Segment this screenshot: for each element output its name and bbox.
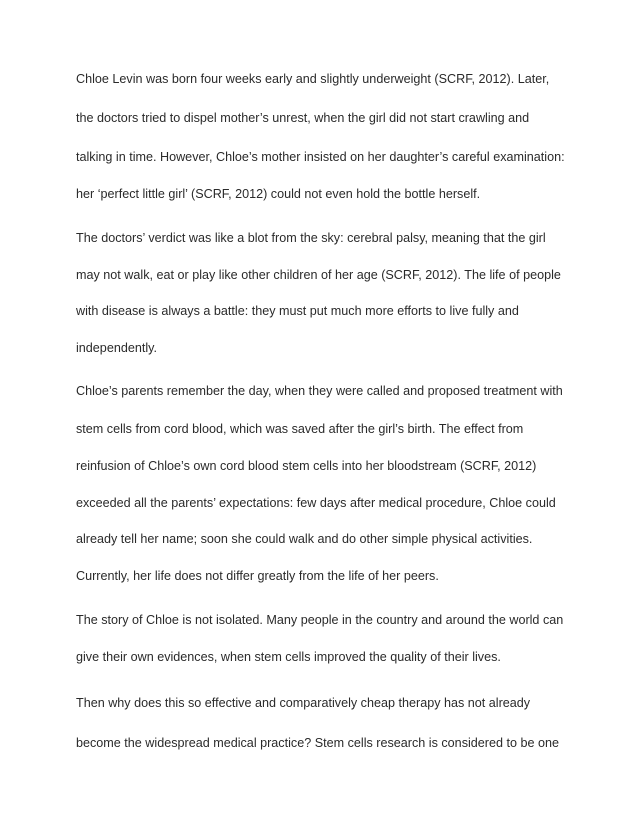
text-line: Chloe Levin was born four weeks early and slightly underweight (SCRF, 2012). Later, bbox=[76, 72, 550, 86]
text-line: The story of Chloe is not isolated. Many people in the country and around the world can bbox=[76, 613, 564, 627]
text-line: the doctors tried to dispel mother’s unrest, when the girl did not start crawling and bbox=[76, 111, 530, 125]
text-line: reinfusion of Chloe’s own cord blood stem cells into her bloodstream (SCRF, 2012) bbox=[76, 459, 537, 473]
text-line: Then why does this so effective and comparatively cheap therapy has not already bbox=[76, 696, 531, 710]
text-line: stem cells from cord blood, which was saved after the girl’s birth. The effect from bbox=[76, 422, 524, 436]
text-line: Chloe’s parents remember the day, when they were called and proposed treatment with bbox=[76, 384, 563, 398]
text-line: her ‘perfect little girl’ (SCRF, 2012) could not even hold the bottle herself. bbox=[76, 187, 481, 201]
text-line: with disease is always a battle: they must put much more efforts to live fully and bbox=[76, 304, 519, 318]
text-line: become the widespread medical practice? Stem cells research is considered to be one bbox=[76, 736, 560, 750]
text-line: talking in time. However, Chloe’s mother insisted on her daughter’s careful examination: bbox=[76, 150, 565, 164]
text-line: independently. bbox=[76, 341, 157, 355]
text-line: already tell her name; soon she could walk and do other simple physical activities. bbox=[76, 532, 533, 546]
text-line: give their own evidences, when stem cells improved the quality of their lives. bbox=[76, 650, 501, 664]
text-line: Currently, her life does not differ greatly from the life of her peers. bbox=[76, 569, 439, 583]
text-line: exceeded all the parents’ expectations: few days after medical procedure, Chloe could bbox=[76, 496, 556, 510]
text-line: may not walk, eat or play like other children of her age (SCRF, 2012). The life of people bbox=[76, 268, 561, 282]
text-line: The doctors’ verdict was like a blot from the sky: cerebral palsy, meaning that the girl bbox=[76, 231, 546, 245]
